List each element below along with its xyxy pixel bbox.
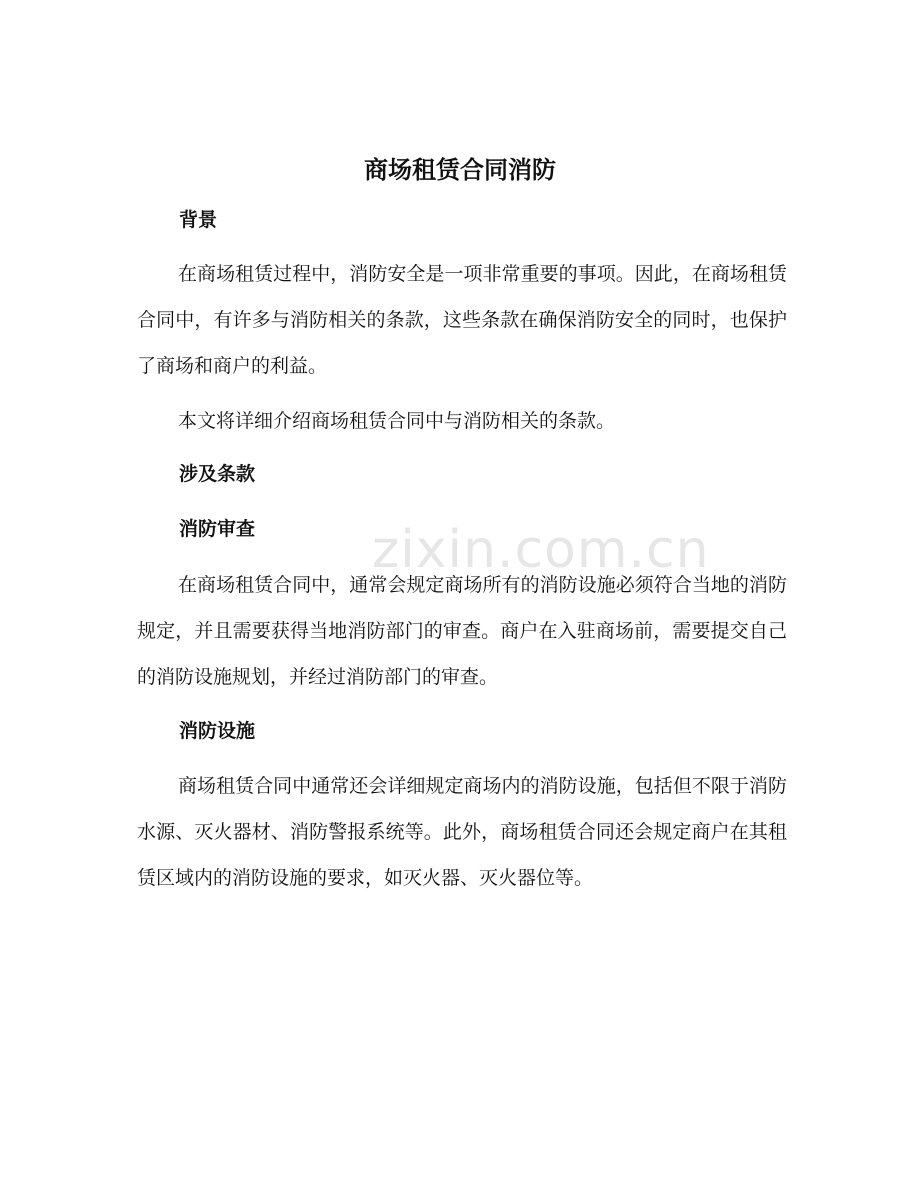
section-heading-clauses: 涉及条款 bbox=[179, 463, 256, 485]
watermark: zixin.com.cn bbox=[372, 520, 710, 580]
paragraph-fire-facilities: 商场租赁合同中通常还会详细规定商场内的消防设施，包括但不限于消防水源、灭火器材、消防警报系统等。此外，商场租赁合同还会规定商户在其租赁区域内的消防设施的要求，如灭火器、灭火器位等。 bbox=[137, 775, 787, 889]
paragraph-background-2: 本文将详细介绍商场租赁合同中与消防相关的条款。 bbox=[178, 410, 616, 432]
paragraph-background-1: 在商场租赁过程中，消防安全是一项非常重要的事项。因此，在商场租赁合同中，有许多与消防相关的条款，这些条款在确保消防安全的同时，也保护了商场和商户的利益。 bbox=[137, 263, 787, 377]
paragraph-fire-inspection: 在商场租赁合同中，通常会规定商场所有的消防设施必须符合当地的消防规定，并且需要获得当地消防部门的审查。商户在入驻商场前，需要提交自己的消防设施规划，并经过消防部门的审查。 bbox=[137, 574, 787, 688]
section-heading-fire-facilities: 消防设施 bbox=[179, 720, 256, 742]
section-heading-background: 背景 bbox=[179, 209, 218, 231]
document-title: 商场租赁合同消防 bbox=[364, 156, 556, 184]
section-heading-fire-inspection: 消防审查 bbox=[179, 518, 256, 540]
